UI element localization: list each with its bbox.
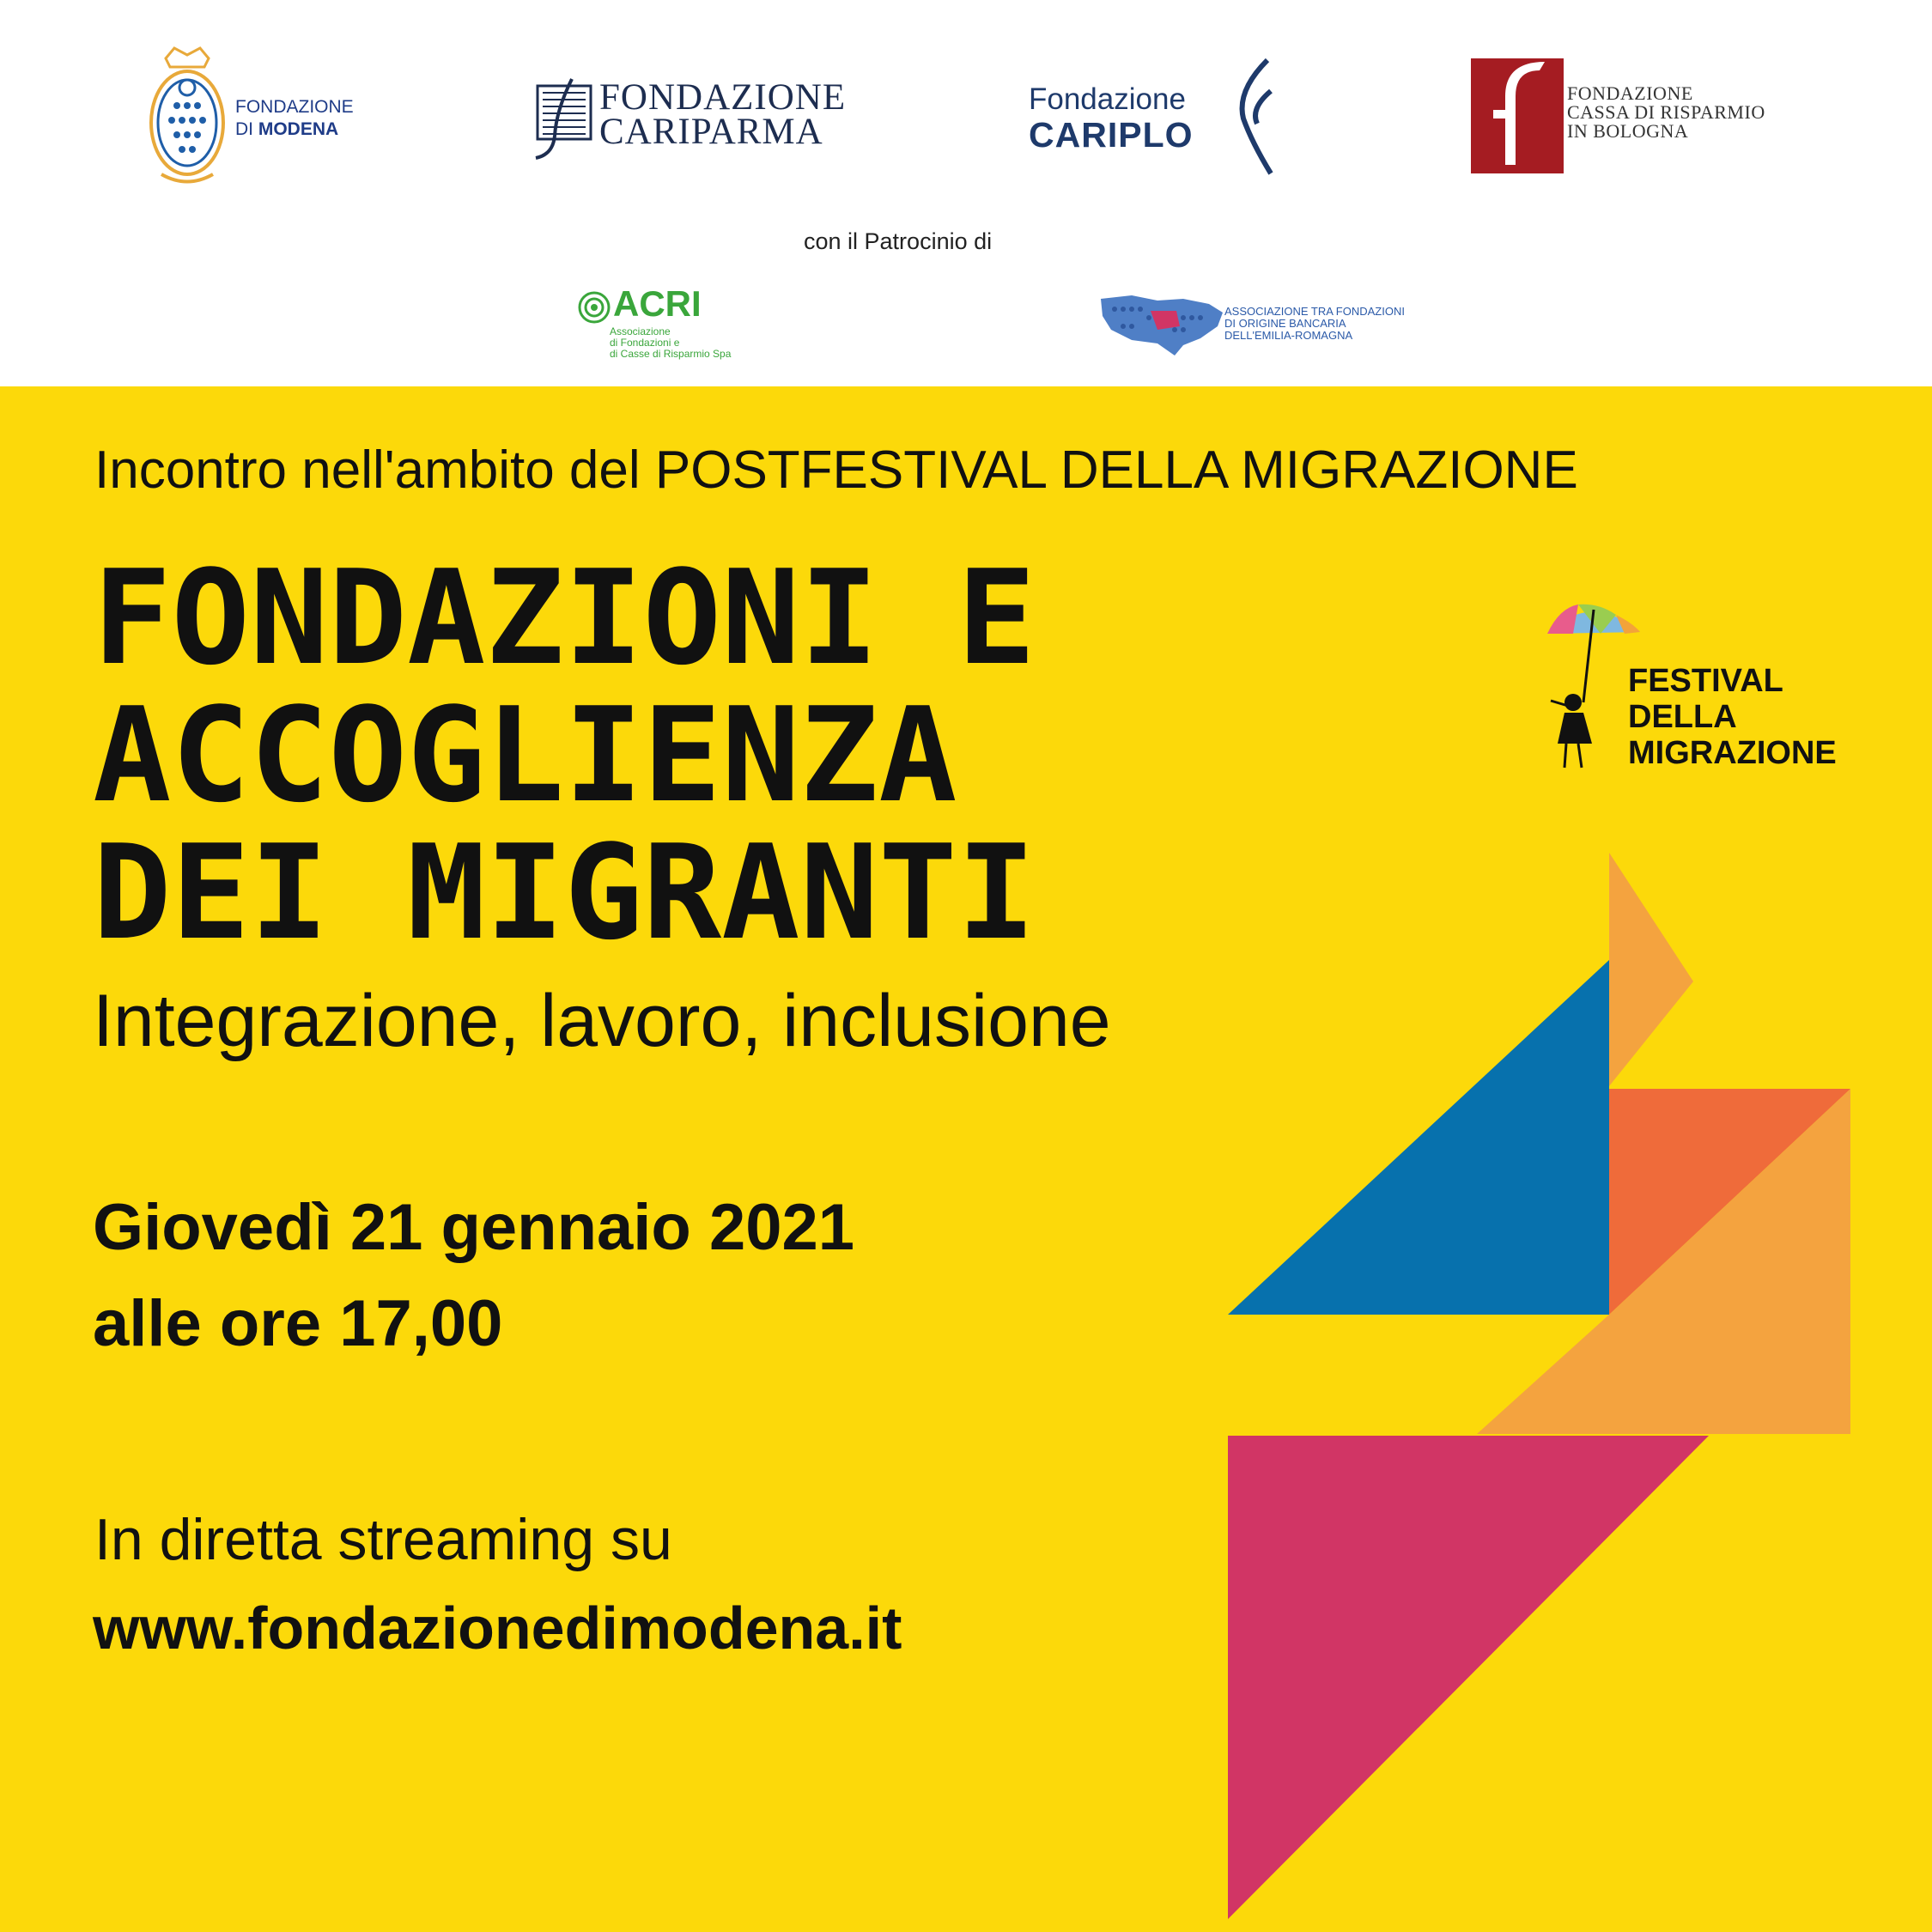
event-time: alle ore 17,00 xyxy=(93,1287,503,1360)
festival-name-line3: MIGRAZIONE xyxy=(1628,735,1837,771)
acri-emblem-icon xyxy=(577,290,611,325)
umbrella-girl-icon xyxy=(1539,599,1642,771)
fondazione-modena-logo xyxy=(144,41,368,187)
cariplo-symbol-icon xyxy=(1233,57,1281,177)
emilia-romagna-map-icon xyxy=(1097,292,1226,357)
cariplo-name-line1: Fondazione xyxy=(1029,82,1186,116)
modena-name-line1: FONDAZIONE xyxy=(235,97,354,117)
bologna-emblem-icon xyxy=(1471,58,1564,173)
event-subtitle: Integrazione, lavoro, inclusione xyxy=(93,980,1111,1062)
cariparma-emblem-icon xyxy=(531,76,599,161)
event-intro: Incontro nell'ambito del POSTFESTIVAL DELLA MIGRAZIONE xyxy=(94,440,1578,500)
acri-title: ACRI xyxy=(613,283,702,324)
cariparma-name-line1: FONDAZIONE xyxy=(599,77,847,118)
cariplo-name-line2: CARIPLO xyxy=(1029,115,1194,155)
festival-name-line1: FESTIVAL xyxy=(1628,663,1783,699)
light-orange-top-triangle xyxy=(1609,853,1693,1086)
fondazione-cariplo-logo xyxy=(1029,57,1286,177)
patronage-label: con il Patrocinio di xyxy=(804,228,993,254)
event-title-line1: FONDAZIONI E xyxy=(93,542,1036,694)
festival-name-line2: DELLA xyxy=(1628,699,1737,735)
event-title-line3: DEI MIGRANTI xyxy=(93,817,1036,969)
event-title-line2: ACCOGLIENZA xyxy=(93,679,957,831)
bologna-name-line3: IN BOLOGNA xyxy=(1567,120,1689,142)
bologna-name-line2: CASSA DI RISPARMIO xyxy=(1567,101,1765,123)
stream-url-link[interactable]: www.fondazionedimodena.it xyxy=(93,1595,902,1662)
acri-sub-line3: di Casse di Risparmio Spa xyxy=(610,348,732,360)
fondazione-cariparma-logo xyxy=(531,76,848,161)
fondazione-bologna-logo xyxy=(1471,58,1797,175)
acri-sub-line1: Associazione xyxy=(610,325,671,337)
event-date: Giovedì 21 gennaio 2021 xyxy=(93,1191,855,1264)
cariparma-name-line2: CARIPARMA xyxy=(599,112,823,152)
blue-triangle xyxy=(1228,960,1609,1315)
magenta-triangle xyxy=(1228,1436,1709,1919)
association-name-line1: ASSOCIAZIONE TRA FONDAZIONI xyxy=(1224,305,1405,318)
acri-logo xyxy=(577,283,749,364)
association-name-line2: DI ORIGINE BANCARIA xyxy=(1224,317,1346,330)
association-name-line3: DELL'EMILIA-ROMAGNA xyxy=(1224,329,1353,342)
modena-name-line2 xyxy=(235,118,338,141)
sponsor-header xyxy=(0,0,1932,386)
modena-name-prefix: DI xyxy=(235,119,258,139)
association-logo xyxy=(1097,292,1424,361)
stream-label: In diretta streaming su xyxy=(94,1507,672,1572)
modena-name-bold: MODENA xyxy=(258,119,339,139)
bologna-name-line1: FONDAZIONE xyxy=(1567,82,1693,104)
event-poster xyxy=(0,386,1932,1932)
festival-logo xyxy=(1539,599,1837,771)
modena-crest-icon xyxy=(144,41,230,187)
acri-sub-line2: di Fondazioni e xyxy=(610,337,680,349)
